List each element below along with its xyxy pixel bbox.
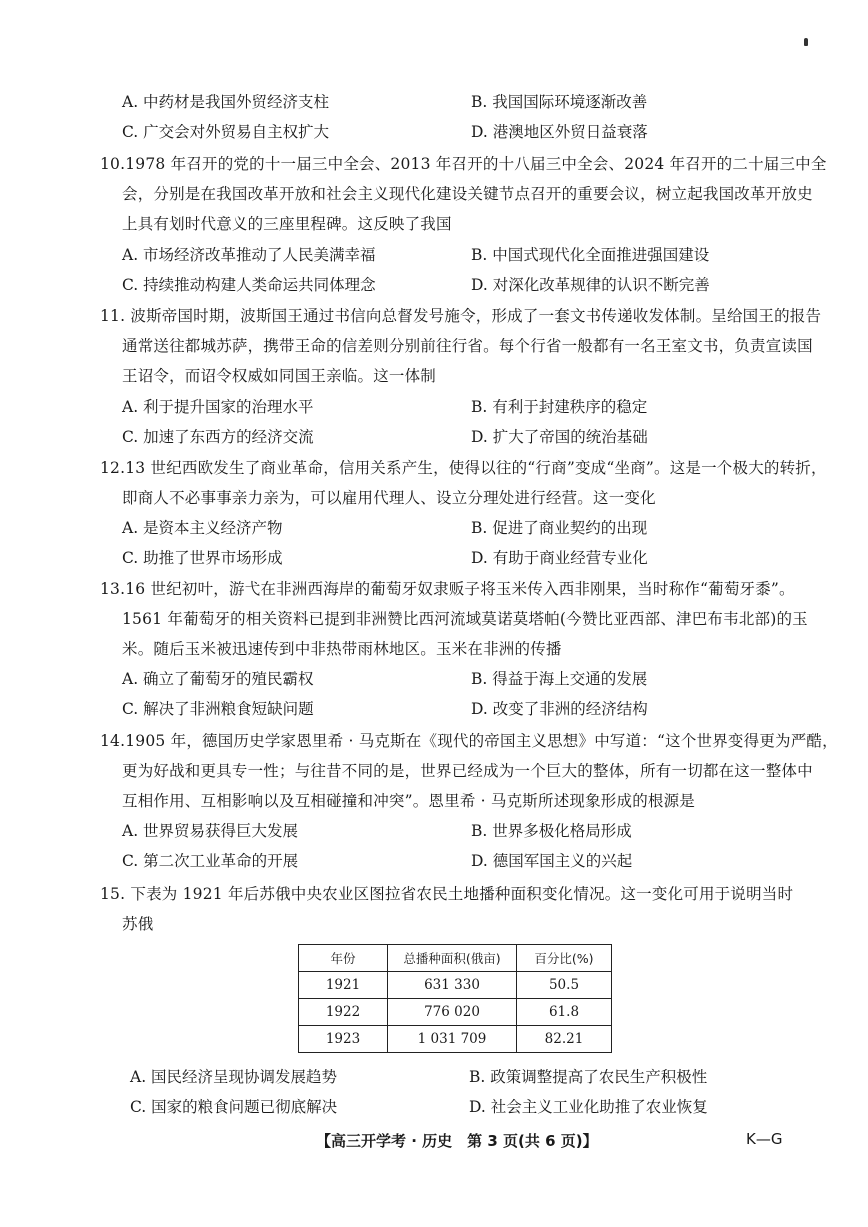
- table-cell-year: 1923: [299, 1026, 388, 1053]
- q12-option-c: C. 助推了世界市场形成: [122, 549, 283, 567]
- q15-option-a: A. 国民经济呈现协调发展趋势: [130, 1068, 338, 1086]
- table-cell-year: 1922: [299, 999, 388, 1026]
- sowing-area-table: [298, 944, 612, 1053]
- q10-line-3: 上具有划时代意义的三座里程碑。这反映了我国: [122, 215, 452, 233]
- q13-option-d: D. 改变了非洲的经济结构: [471, 700, 648, 718]
- page-footer: 【高三开学考 · 历史 第 3 页(共 6 页)】: [316, 1132, 598, 1150]
- table-cell-percent: 61.8: [517, 999, 612, 1026]
- option-top-b: B. 我国国际环境逐渐改善: [471, 93, 648, 111]
- q11-line-2: 通常送往都城苏萨，携带王命的信差则分别前往行省。每个行省一般都有一名王室文书，负责宣读国: [122, 337, 813, 355]
- q14-option-d: D. 德国军国主义的兴起: [471, 852, 633, 870]
- table-cell-percent: 82.21: [517, 1026, 612, 1053]
- q14-option-b: B. 世界多极化格局形成: [471, 822, 632, 840]
- q15-option-c: C. 国家的粮食问题已彻底解决: [130, 1098, 338, 1116]
- table-header-percent: 百分比(%): [517, 945, 612, 972]
- q10-line-2: 会，分别是在我国改革开放和社会主义现代化建设关键节点召开的重要会议，树立起我国改革开放史: [122, 185, 813, 203]
- q10-option-b: B. 中国式现代化全面推进强国建设: [471, 246, 710, 264]
- q14-line-3: 互相作用、互相影响以及互相碰撞和冲突”。恩里希 · 马克斯所述现象形成的根源是: [122, 792, 696, 810]
- q10-option-a: A. 市场经济改革推动了人民美满幸福: [122, 246, 376, 264]
- q15-line-1: 15. 下表为 1921 年后苏俄中央农业区图拉省农民土地播种面积变化情况。这一变化可用于说明当时: [100, 885, 794, 903]
- table-cell-area: 631 330: [388, 972, 517, 999]
- q14-line-1: 14.1905 年，德国历史学家恩里希 · 马克斯在《现代的帝国主义思想》中写道：“这个世界变得更为严酷，: [100, 732, 838, 750]
- q14-option-a: A. 世界贸易获得巨大发展: [122, 822, 299, 840]
- paper-code: K—G: [746, 1130, 783, 1148]
- q13-option-c: C. 解决了非洲粮食短缺问题: [122, 700, 314, 718]
- table-cell-area: 1 031 709: [388, 1026, 517, 1053]
- q11-line-1: 11. 波斯帝国时期，波斯国王通过书信向总督发号施令，形成了一套文书传递收发体制。呈给国王的报告: [100, 307, 822, 325]
- q13-option-b: B. 得益于海上交通的发展: [471, 670, 648, 688]
- table-header-row: [299, 945, 612, 972]
- table-row: [299, 972, 612, 999]
- q10-line-1: 10.1978 年召开的党的十一届三中全会、2013 年召开的十八届三中全会、2024 年召开的二十届三中全: [100, 155, 827, 173]
- option-top-c: C. 广交会对外贸易自主权扩大: [122, 123, 330, 141]
- q12-option-d: D. 有助于商业经营专业化: [471, 549, 648, 567]
- table-cell-percent: 50.5: [517, 972, 612, 999]
- q11-option-d: D. 扩大了帝国的统治基础: [471, 428, 648, 446]
- q12-option-b: B. 促进了商业契约的出现: [471, 519, 648, 537]
- table-row: [299, 1026, 612, 1053]
- table-header-area: 总播种面积(俄亩): [388, 945, 517, 972]
- q14-line-2: 更为好战和更具专一性；与往昔不同的是，世界已经成为一个巨大的整体，所有一切都在这一整体中: [122, 762, 813, 780]
- q15-option-d: D. 社会主义工业化助推了农业恢复: [469, 1098, 708, 1116]
- q15-option-b: B. 政策调整提高了农民生产积极性: [469, 1068, 708, 1086]
- table-row: [299, 999, 612, 1026]
- table-cell-area: 776 020: [388, 999, 517, 1026]
- q10-option-c: C. 持续推动构建人类命运共同体理念: [122, 276, 376, 294]
- q11-option-a: A. 利于提升国家的治理水平: [122, 398, 314, 416]
- table-cell-year: 1921: [299, 972, 388, 999]
- table-header-year: 年份: [299, 945, 388, 972]
- q12-line-1: 12.13 世纪西欧发生了商业革命，信用关系产生，使得以往的“行商”变成“坐商”。这是一个极大的转折，: [100, 459, 827, 477]
- q15-line-2: 苏俄: [122, 915, 154, 933]
- ink-mark: [804, 38, 808, 46]
- q13-line-2: 1561 年葡萄牙的相关资料已提到非洲赞比西河流域莫诺莫塔帕(今赞比亚西部、津巴布韦北部)的玉: [122, 610, 808, 628]
- q11-option-b: B. 有利于封建秩序的稳定: [471, 398, 648, 416]
- q13-option-a: A. 确立了葡萄牙的殖民霸权: [122, 670, 314, 688]
- q11-option-c: C. 加速了东西方的经济交流: [122, 428, 314, 446]
- q11-line-3: 王诏令，而诏令权威如同国王亲临。这一体制: [122, 367, 437, 385]
- q12-option-a: A. 是资本主义经济产物: [122, 519, 283, 537]
- q13-line-3: 米。随后玉米被迅速传到中非热带雨林地区。玉米在非洲的传播: [122, 640, 562, 658]
- q10-option-d: D. 对深化改革规律的认识不断完善: [471, 276, 710, 294]
- q14-option-c: C. 第二次工业革命的开展: [122, 852, 299, 870]
- option-top-d: D. 港澳地区外贸日益衰落: [471, 123, 648, 141]
- q12-line-2: 即商人不必事事亲力亲为，可以雇用代理人、设立分理处进行经营。这一变化: [122, 489, 656, 507]
- q13-line-1: 13.16 世纪初叶，游弋在非洲西海岸的葡萄牙奴隶贩子将玉米传入西非刚果，当时称作“葡萄牙黍”。: [100, 580, 795, 598]
- option-top-a: A. 中药材是我国外贸经济支柱: [122, 93, 330, 111]
